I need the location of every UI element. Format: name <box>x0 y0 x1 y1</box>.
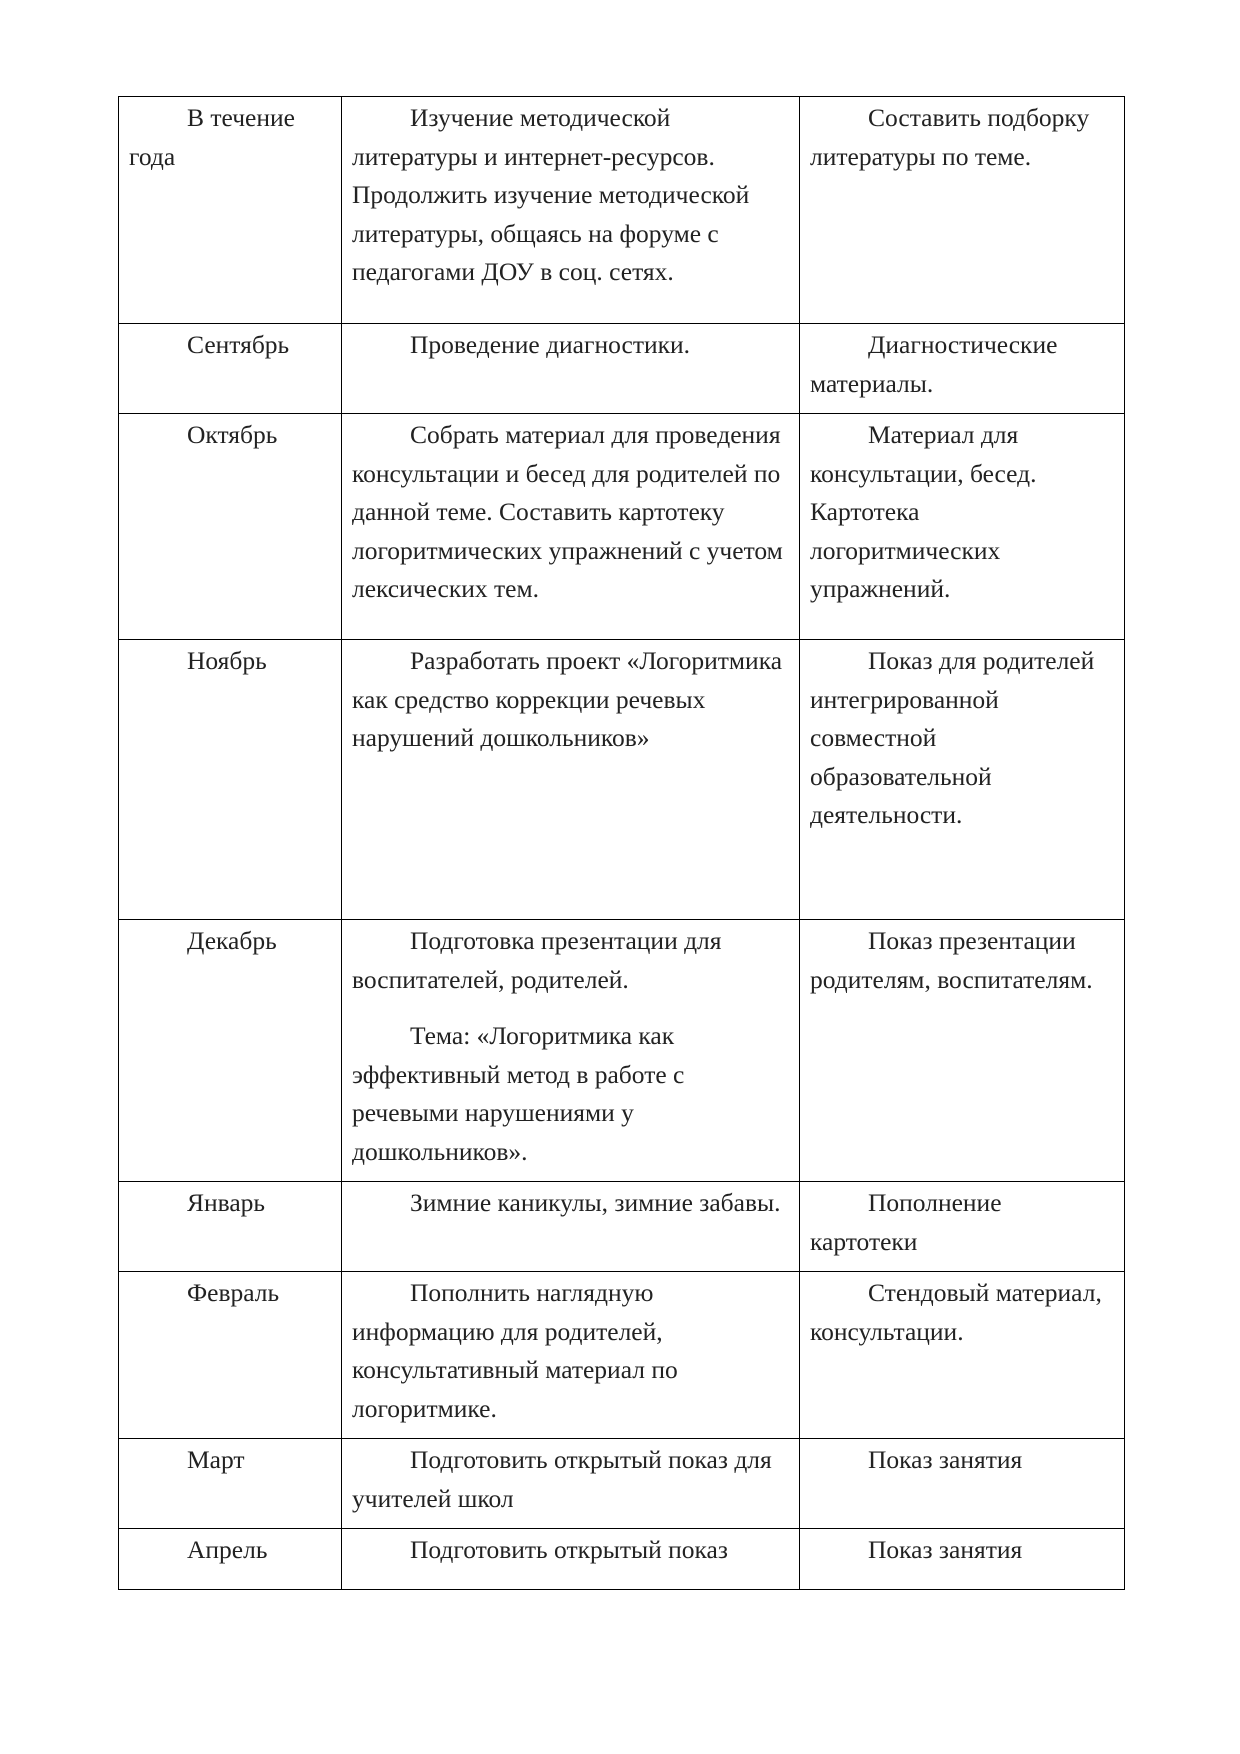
result-cell: Диагностические материалы. <box>800 324 1125 414</box>
table-row <box>119 640 1125 920</box>
period-cell: Январь <box>119 1182 342 1272</box>
result-cell: Показ занятия <box>800 1439 1125 1529</box>
activity-cell: Зимние каникулы, зимние забавы. <box>342 1182 800 1272</box>
result-cell: Показ для родителей интегрированной совместной образовательной деятельности. <box>800 640 1125 920</box>
period-cell: В течение года <box>119 97 342 324</box>
period-cell: Ноябрь <box>119 640 342 920</box>
activity-cell: Пополнить наглядную информацию для родителей, консультативный материал по логоритмике. <box>342 1272 800 1439</box>
work-plan-table <box>118 96 1125 1590</box>
table-row <box>119 1272 1125 1439</box>
activity-cell: Разработать проект «Логоритмика как средство коррекции речевых нарушений дошкольников» <box>342 640 800 920</box>
table-row <box>119 920 1125 1182</box>
table-row <box>119 97 1125 324</box>
result-cell: Составить подборку литературы по теме. <box>800 97 1125 324</box>
result-cell: Показ презентации родителям, воспитателям. <box>800 920 1125 1182</box>
result-cell: Материал для консультации, бесед. Картотека логоритмических упражнений. <box>800 414 1125 640</box>
table-row <box>119 1439 1125 1529</box>
period-cell: Апрель <box>119 1529 342 1590</box>
table-row <box>119 414 1125 640</box>
activity-cell: Подготовить открытый показ <box>342 1529 800 1590</box>
table-row <box>119 324 1125 414</box>
period-cell: Март <box>119 1439 342 1529</box>
activity-cell: Собрать материал для проведения консультации и бесед для родителей по данной теме. Составить картотеку логоритмических упражнений с учетом лексических тем. <box>342 414 800 640</box>
table-row <box>119 1182 1125 1272</box>
result-cell: Стендовый материал, консультации. <box>800 1272 1125 1439</box>
activity-cell: Изучение методической литературы и интернет-ресурсов. Продолжить изучение методической литературы, общаясь на форуме с педагогами ДОУ в соц. сетях. <box>342 97 800 324</box>
activity-cell: Подготовить открытый показ для учителей школ <box>342 1439 800 1529</box>
activity-cell: Подготовка презентации для воспитателей, родителей. Тема: «Логоритмика как эффективный метод в работе с речевыми нарушениями у дошкольников». <box>342 920 800 1182</box>
period-cell: Февраль <box>119 1272 342 1439</box>
table-row <box>119 1529 1125 1590</box>
result-cell: Показ занятия <box>800 1529 1125 1590</box>
result-cell: Пополнение картотеки <box>800 1182 1125 1272</box>
period-cell: Сентябрь <box>119 324 342 414</box>
period-cell: Октябрь <box>119 414 342 640</box>
period-cell: Декабрь <box>119 920 342 1182</box>
activity-cell: Проведение диагностики. <box>342 324 800 414</box>
